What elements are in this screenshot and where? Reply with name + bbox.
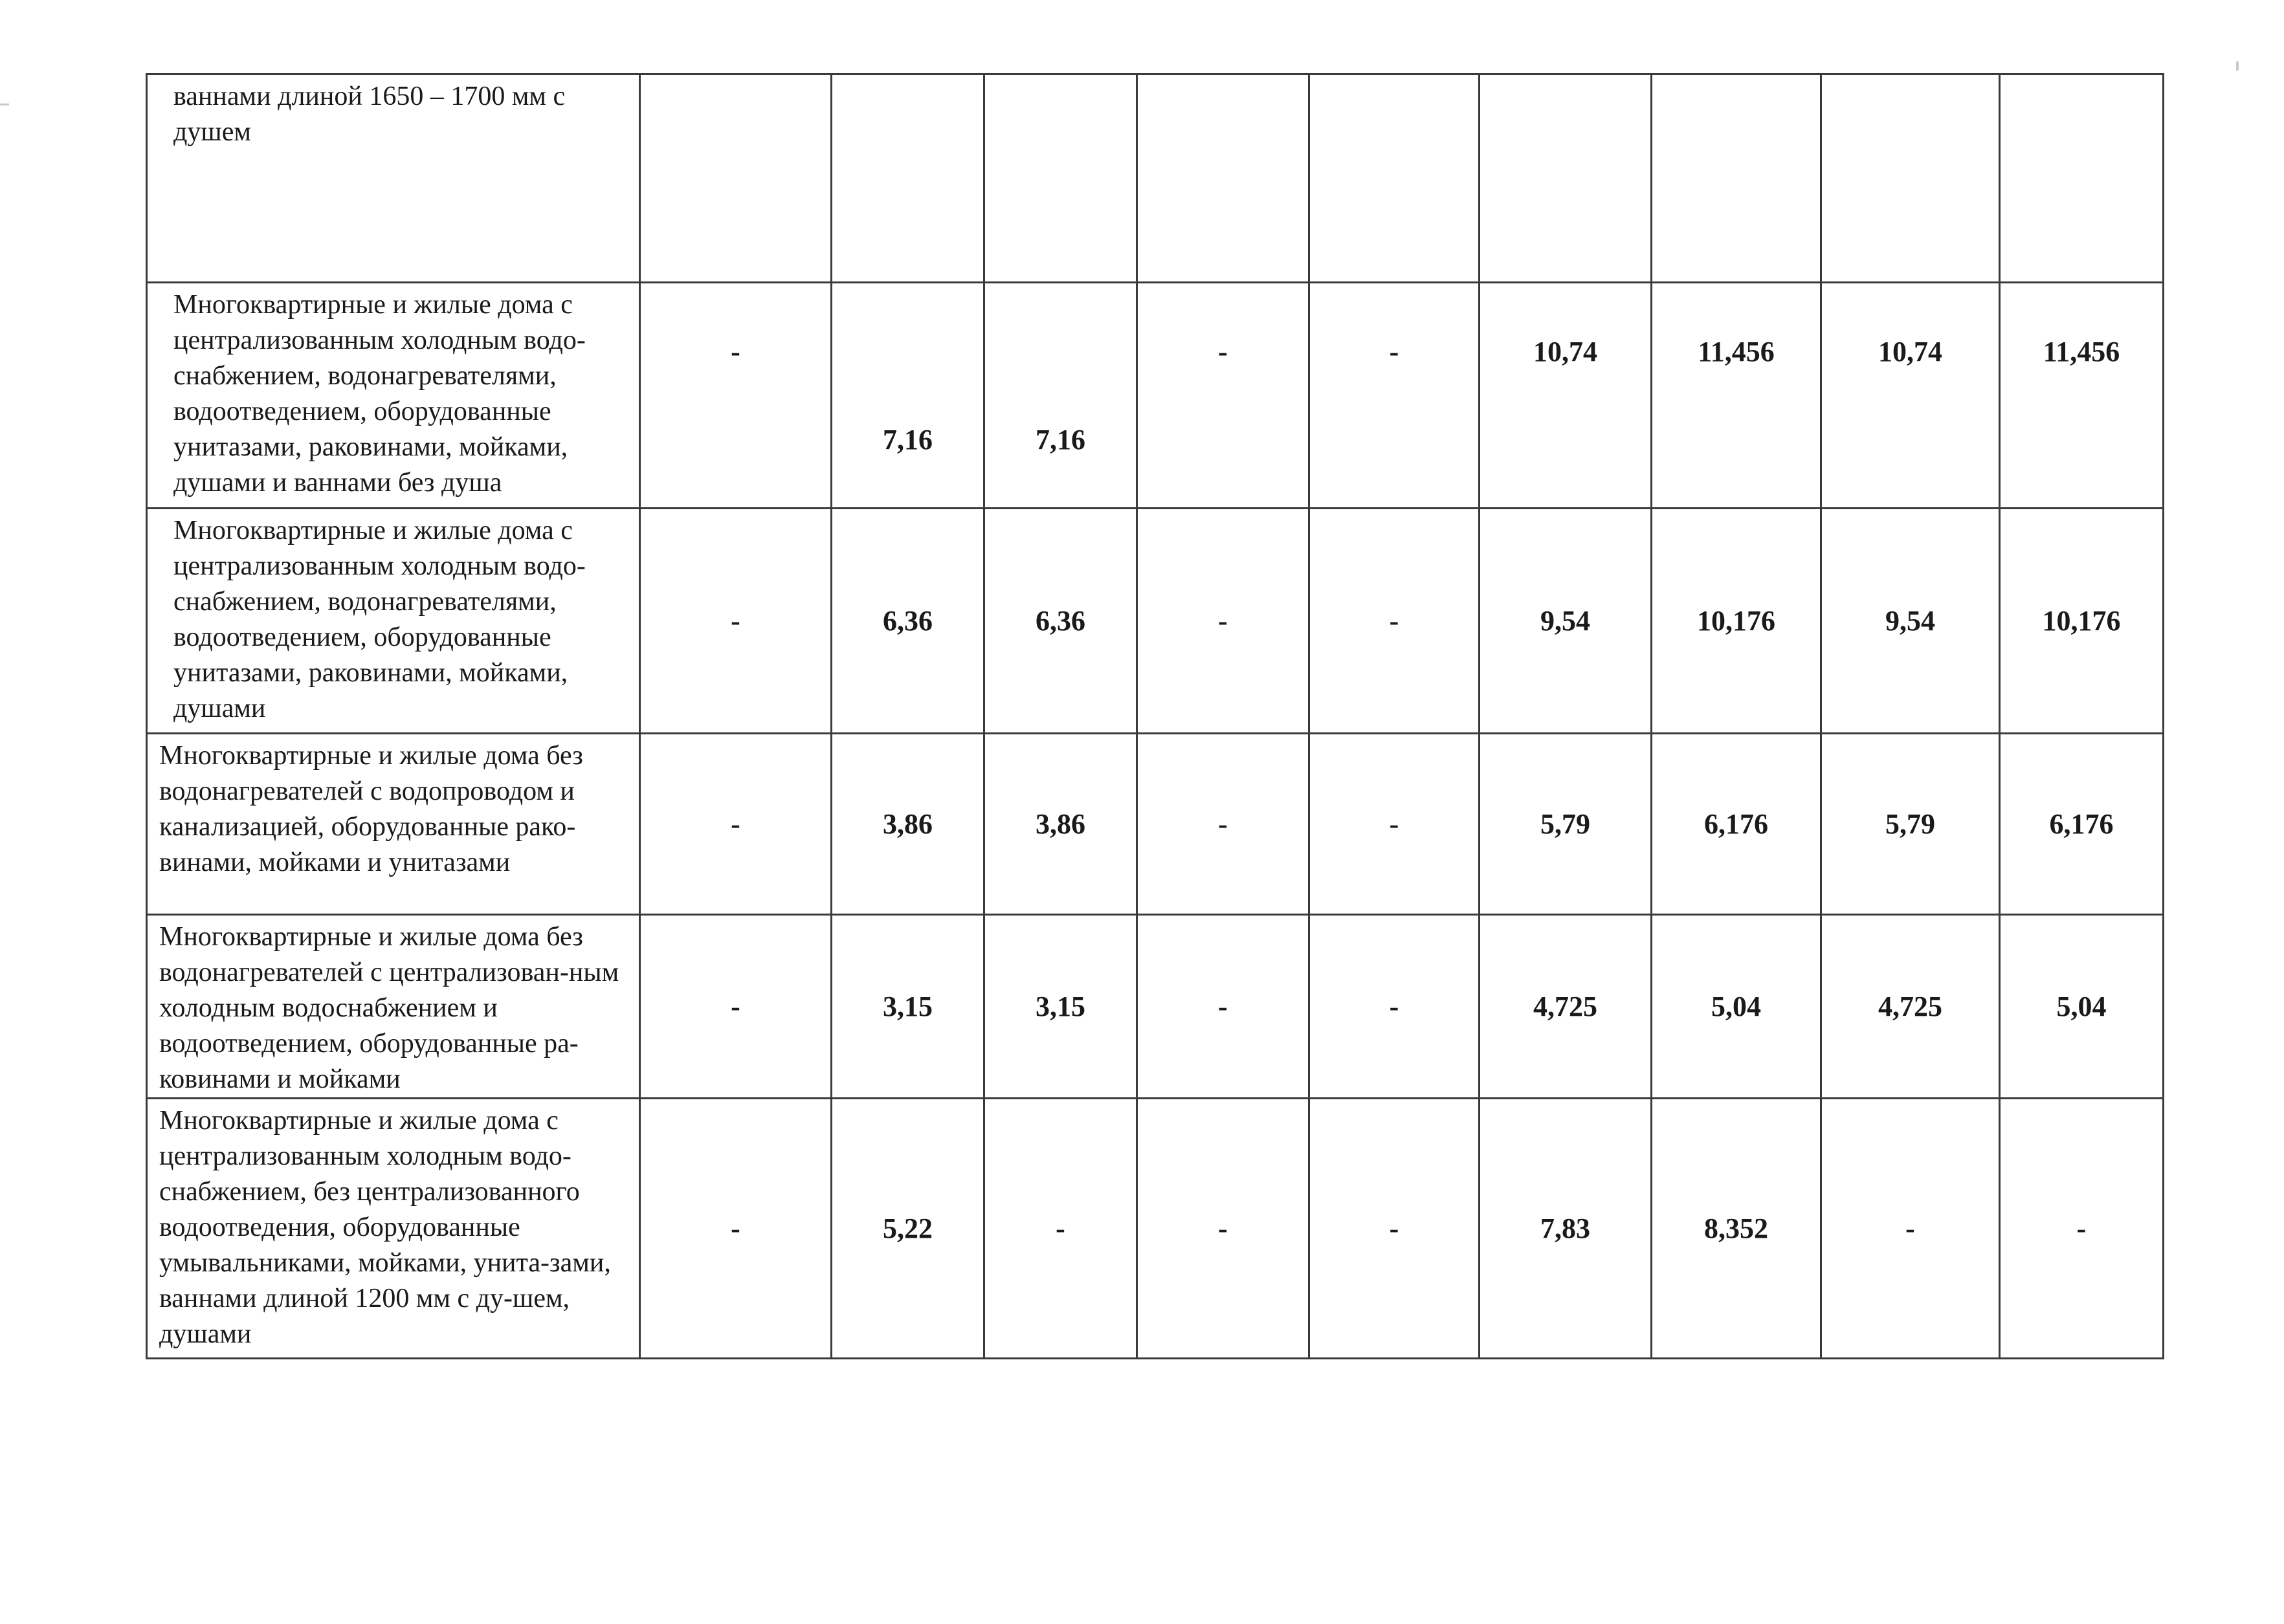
value-cell [1309, 74, 1480, 283]
value-cell: 3,86 [832, 734, 984, 915]
dash-cell: - [1309, 915, 1480, 1099]
row-description: ваннами длиной 1650 – 1700 мм с душем [147, 74, 640, 283]
table-row [147, 1099, 2164, 1359]
dash-cell: - [1137, 509, 1309, 734]
dash-cell: - [2000, 1099, 2164, 1359]
dash-cell: - [1309, 509, 1480, 734]
value-cell: 9,54 [1821, 509, 2000, 734]
value-cell [1480, 74, 1652, 283]
value-cell: 6,176 [2000, 734, 2164, 915]
row-description: Многоквартирные и жилые дома с централизованным холодным водо-снабжением, водонагревателями, водоотведением, оборудованные унитазами, раковинами, мойками, душами [147, 509, 640, 734]
value-cell: 7,83 [1480, 1099, 1652, 1359]
value-cell: 5,79 [1480, 734, 1652, 915]
dash-cell: - [1137, 915, 1309, 1099]
dash-cell: - [1218, 335, 1228, 368]
value-cell: 6,36 [984, 509, 1137, 734]
value-cell: 9,54 [1480, 509, 1652, 734]
value-cell: 5,04 [1652, 915, 1821, 1099]
scan-edge-mark-left [0, 104, 9, 105]
value-cell: 10,74 [1878, 335, 1942, 368]
dash-cell: - [1137, 1099, 1309, 1359]
dash-cell: - [1309, 734, 1480, 915]
value-cell: 3,86 [984, 734, 1137, 915]
value-cell: 11,456 [1698, 335, 1775, 368]
value-cell: 5,04 [2000, 915, 2164, 1099]
value-cell: 7,16 [1036, 423, 1085, 455]
row-description: Многоквартирные и жилые дома с централизованным холодным водо-снабжением, без централизованного водоотведения, оборудованные умывальниками, мойками, унита-зами, ваннами длиной 1200 мм с ду-шем, душами [147, 1099, 640, 1359]
scan-edge-mark-right [2236, 61, 2239, 71]
dash-cell: - [640, 509, 832, 734]
value-cell: 10,176 [2000, 509, 2164, 734]
value-cell [640, 74, 832, 283]
value-cell [2000, 74, 2164, 283]
value-cell: 5,79 [1821, 734, 2000, 915]
dash-cell: - [640, 915, 832, 1099]
value-cell: 4,725 [1480, 915, 1652, 1099]
dash-cell: - [1309, 1099, 1480, 1359]
value-cell: 8,352 [1652, 1099, 1821, 1359]
value-cell: 7,16 [883, 423, 933, 455]
value-cell: 10,176 [1652, 509, 1821, 734]
dash-cell: - [731, 335, 740, 368]
value-cell: 4,725 [1821, 915, 2000, 1099]
table-row [147, 74, 2164, 283]
table-row [147, 734, 2164, 915]
dash-cell: - [1137, 734, 1309, 915]
value-cell: 5,22 [832, 1099, 984, 1359]
table-row [147, 509, 2164, 734]
value-cell [1821, 74, 2000, 283]
value-cell [984, 74, 1137, 283]
table-row [147, 915, 2164, 1099]
dash-cell: - [640, 734, 832, 915]
row-description: Многоквартирные и жилые дома без водонагревателей с централизован-ным холодным водоснабжением и водоотведением, оборудованные ра-ковинами и мойками [147, 915, 640, 1099]
value-cell [1652, 74, 1821, 283]
value-cell: 11,456 [2043, 335, 2120, 368]
dash-cell: - [984, 1099, 1137, 1359]
value-cell: 6,36 [832, 509, 984, 734]
table-row [147, 283, 2164, 509]
dash-cell: - [1821, 1099, 2000, 1359]
value-cell: 3,15 [832, 915, 984, 1099]
dash-cell: - [640, 1099, 832, 1359]
value-cell [1137, 74, 1309, 283]
dash-cell: - [1389, 335, 1399, 368]
value-cell [832, 74, 984, 283]
consumption-norms-table [146, 73, 2164, 1359]
value-cell: 3,15 [984, 915, 1137, 1099]
value-cell: 6,176 [1652, 734, 1821, 915]
row-description: Многоквартирные и жилые дома без водонагревателей с водопроводом и канализацией, оборудованные рако-винами, мойками и унитазами [147, 734, 640, 915]
row-description: Многоквартирные и жилые дома с централизованным холодным водо-снабжением, водонагревателями, водоотведением, оборудованные унитазами, раковинами, мойками, душами и ваннами без душа [147, 283, 640, 509]
value-cell: 10,74 [1533, 335, 1597, 368]
